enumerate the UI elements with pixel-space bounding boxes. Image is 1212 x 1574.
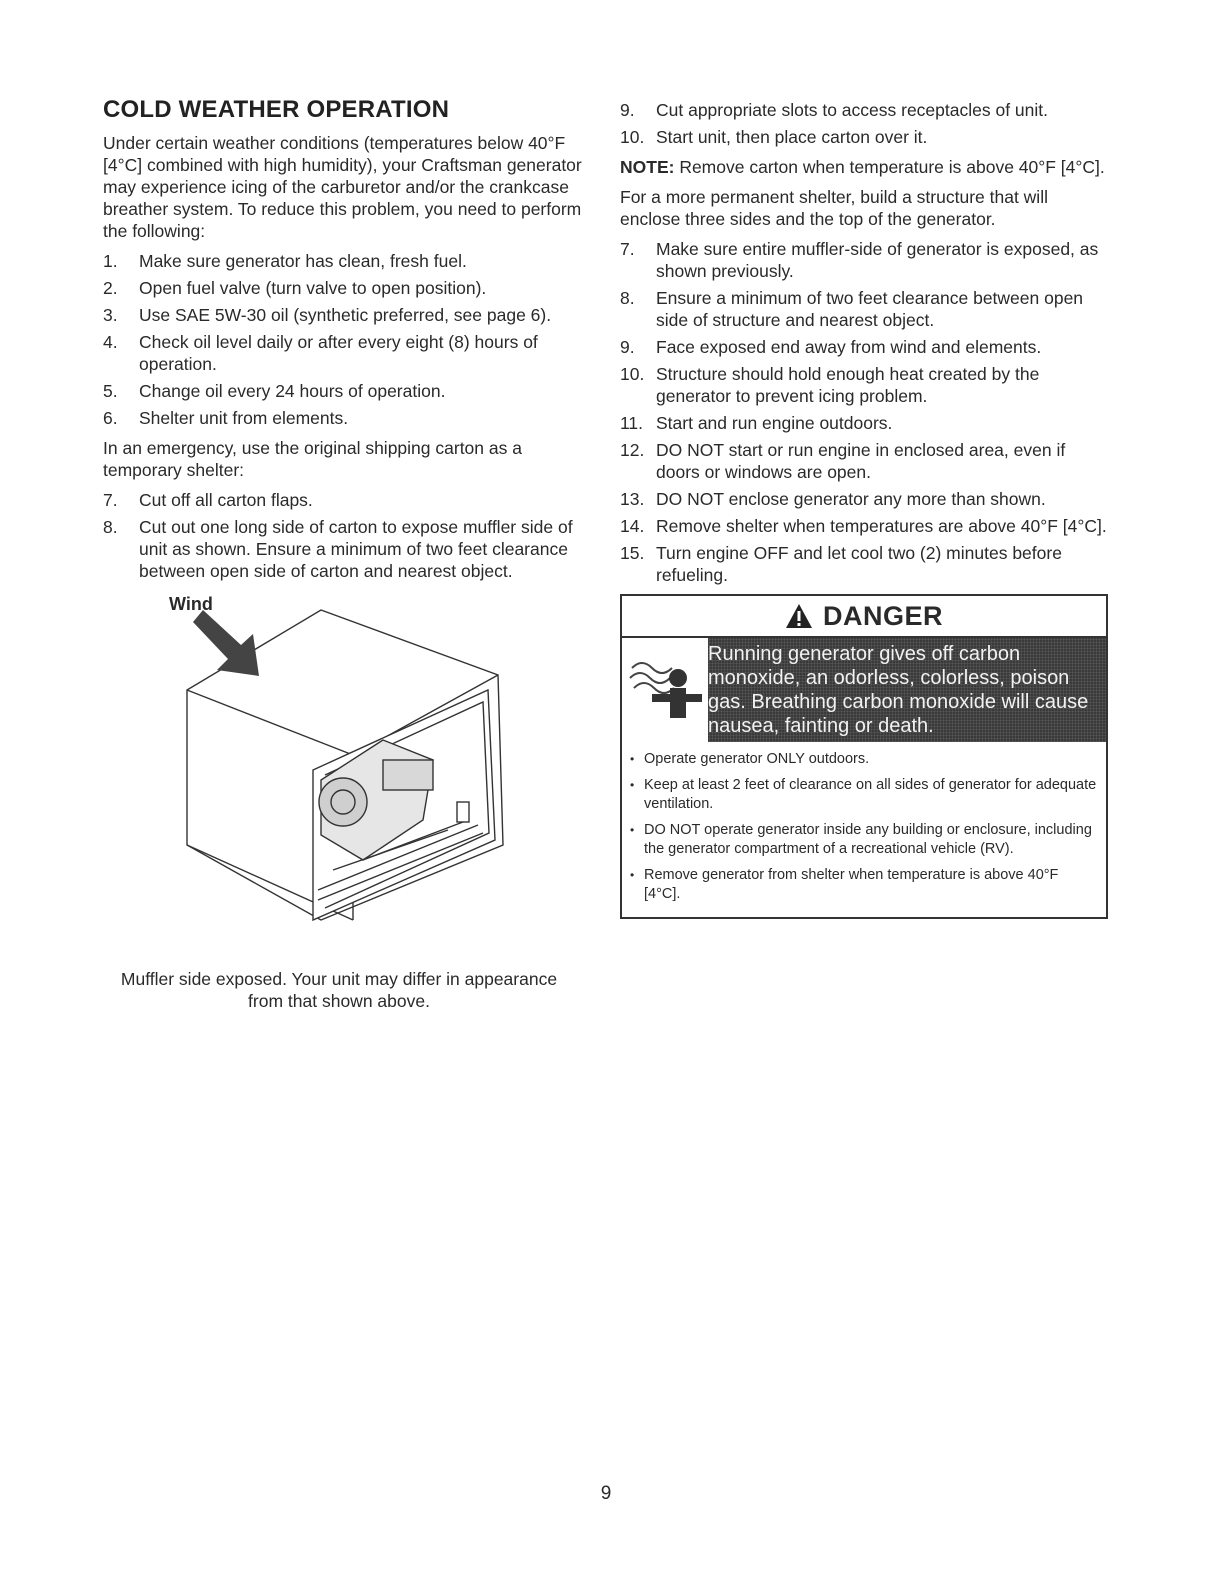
left-column <box>103 96 591 1012</box>
list-item: 8. Ensure a minimum of two feet clearance between open side of structure and nearest object. <box>620 288 1084 330</box>
danger-heading: DANGER <box>822 600 943 631</box>
list-item: 7. Make sure entire muffler-side of generator is exposed, as shown previously. <box>620 239 1099 281</box>
danger-banner <box>622 638 1106 742</box>
list-item: 15. Turn engine OFF and let cool two (2) minutes before refueling. <box>620 543 1062 585</box>
prep-steps-list <box>103 250 591 429</box>
wind-arrow-icon <box>193 610 259 676</box>
carton-steps-list <box>103 489 591 582</box>
list-item: • DO NOT operate generator inside any building or enclosure, including the generator compartment of a recreational vehicle (RV). <box>628 821 1098 860</box>
list-item: 7. Cut off all carton flaps. <box>103 490 313 510</box>
carton-steps-cont-list <box>620 99 1110 148</box>
list-item: 2. Open fuel valve (turn valve to open position). <box>103 278 487 298</box>
intro-paragraph: Under certain weather conditions (temperatures below 40°F [4°C] combined with high humidity), your Craftsman generator may experience icing of the carburetor and/or the crankcase breather system. To reduce this problem, you need to perform the following: <box>103 133 582 241</box>
list-item: 11. Start and run engine outdoors. <box>620 413 893 433</box>
list-item: 4. Check oil level daily or after every eight (8) hours of operation. <box>103 332 538 374</box>
section-title: COLD WEATHER OPERATION <box>103 96 450 123</box>
right-column <box>620 99 1110 919</box>
page-number: 9 <box>600 1483 612 1504</box>
generator-in-carton-drawing <box>103 590 591 970</box>
note-paragraph: NOTE: Remove carton when temperature is above 40°F [4°C]. <box>620 157 1105 177</box>
note-label: NOTE: <box>620 157 675 177</box>
list-item: 12. DO NOT start or run engine in enclosed area, even if doors or windows are open. <box>620 440 1066 482</box>
danger-bullet-list <box>622 742 1106 917</box>
wind-label: Wind <box>169 594 213 614</box>
list-item: 3. Use SAE 5W-30 oil (synthetic preferred, see page 6). <box>103 305 552 325</box>
exhaust-hazard-icon <box>622 638 708 742</box>
list-item: 14. Remove shelter when temperatures are above 40°F [4°C]. <box>620 516 1107 536</box>
carton-shelter-illustration <box>103 590 591 970</box>
list-item: 1. Make sure generator has clean, fresh fuel. <box>103 251 467 271</box>
emergency-paragraph: In an emergency, use the original shipping carton as a temporary shelter: <box>103 438 522 480</box>
structure-steps-list <box>620 238 1110 586</box>
warning-triangle-icon <box>785 603 813 629</box>
list-item: 10. Structure should hold enough heat created by the generator to prevent icing problem. <box>620 364 1040 406</box>
list-item: 9. Cut appropriate slots to access receptacles of unit. <box>620 100 1049 120</box>
permanent-shelter-paragraph: For a more permanent shelter, build a structure that will enclose three sides and the top of the generator. <box>620 187 1048 229</box>
list-item: • Remove generator from shelter when temperature is above 40°F [4°C]. <box>628 866 1098 905</box>
list-item: 8. Cut out one long side of carton to expose muffler side of unit as shown. Ensure a minimum of two feet clearance between open side of carton and nearest object. <box>103 517 573 581</box>
danger-header <box>622 596 1106 638</box>
list-item: • Keep at least 2 feet of clearance on all sides of generator for adequate ventilation. <box>628 776 1098 815</box>
danger-message: Running generator gives off carbon monoxide, an odorless, colorless, poison gas. Breathing carbon monoxide will cause nausea, fainting or death. <box>708 643 1089 737</box>
list-item: 5. Change oil every 24 hours of operation. <box>103 381 446 401</box>
list-item: 6. Shelter unit from elements. <box>103 408 349 428</box>
danger-warning-box <box>620 594 1108 919</box>
list-item: • Operate generator ONLY outdoors. <box>628 750 1098 770</box>
figure-caption: Muffler side exposed. Your unit may differ in appearance from that shown above. <box>120 969 558 1011</box>
list-item: 9. Face exposed end away from wind and elements. <box>620 337 1042 357</box>
list-item: 10. Start unit, then place carton over it. <box>620 127 928 147</box>
list-item: 13. DO NOT enclose generator any more than shown. <box>620 489 1046 509</box>
